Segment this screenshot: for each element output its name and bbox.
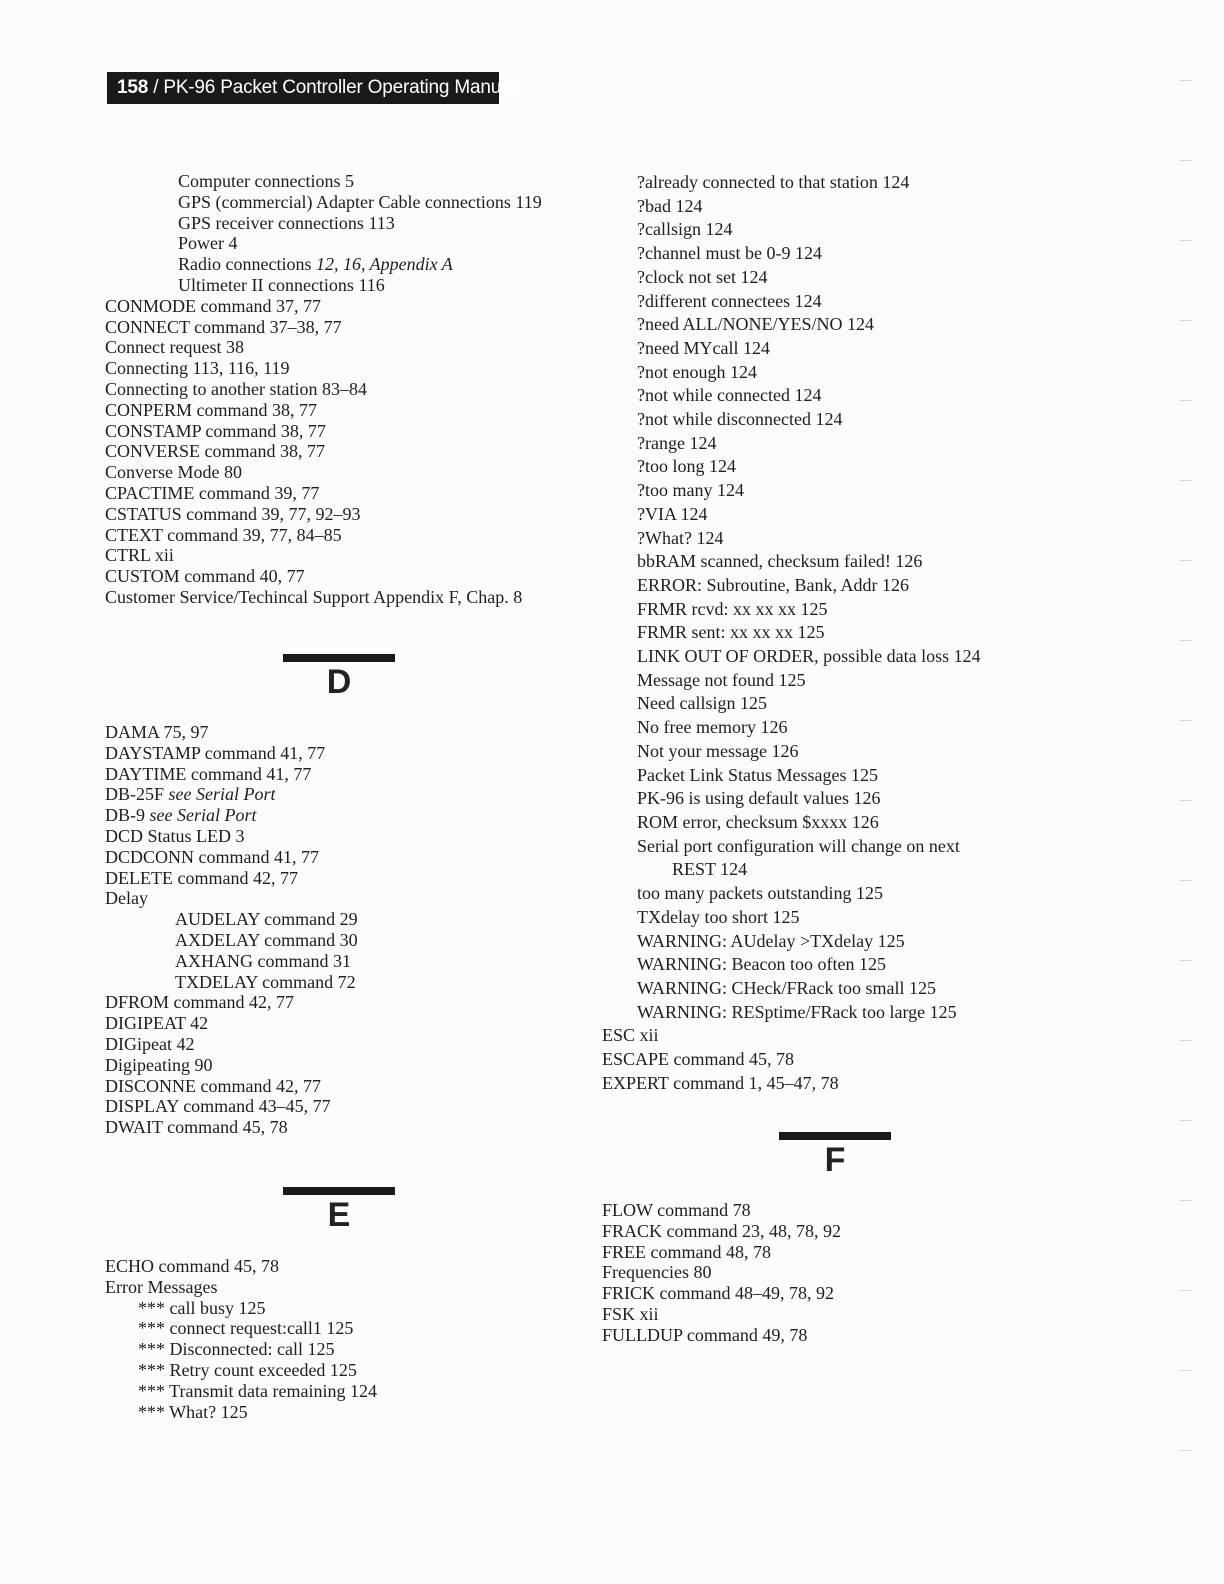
index-entry	[103, 525, 583, 546]
entry-text: *** connect request:call1 125	[138, 1318, 354, 1339]
margin-tick	[1180, 560, 1192, 561]
index-entry	[103, 1298, 583, 1319]
margin-tick	[1180, 80, 1192, 81]
entry-text: ?not enough 124	[637, 361, 757, 382]
index-entry	[103, 1277, 583, 1298]
entry-text: ROM error, checksum $xxxx 126	[637, 811, 879, 832]
entry-text: DAMA 75, 97	[105, 722, 209, 742]
section-letter: E	[327, 1196, 351, 1234]
index-entry	[103, 868, 583, 889]
margin-tick	[1180, 880, 1192, 881]
index-entry	[600, 906, 1080, 930]
entry-text: DAYTIME command 41, 77	[105, 763, 312, 784]
entry-text: Customer Service/Techincal Support Appendix F, Chap. 8	[105, 586, 523, 607]
index-right-column	[600, 171, 1080, 1095]
entry-text: EXPERT command 1, 45–47, 78	[602, 1072, 839, 1093]
section-letter: D	[326, 663, 352, 701]
margin-tick	[1180, 960, 1192, 961]
entry-text: CUSTOM command 40, 77	[105, 566, 305, 587]
section-e-entries	[103, 1256, 583, 1422]
margin-tick	[1180, 800, 1192, 801]
entry-text: AUDELAY command 29	[175, 909, 358, 930]
entry-italic-reference: 12, 16, Appendix A	[315, 254, 453, 275]
entry-text: *** What? 125	[138, 1401, 248, 1422]
index-entry	[600, 171, 1080, 195]
index-entry	[600, 503, 1080, 527]
index-entry	[103, 1360, 583, 1381]
entry-text: WARNING: AUdelay >TXdelay 125	[637, 930, 905, 951]
section-f-entries	[600, 1200, 1080, 1346]
index-entry	[103, 1381, 583, 1402]
margin-tick	[1180, 320, 1192, 321]
entry-text: ?not while disconnected 124	[637, 409, 843, 430]
entry-text: ECHO command 45, 78	[105, 1256, 279, 1276]
entry-text: DIGipeat 42	[105, 1033, 195, 1054]
entry-text: Converse Mode 80	[105, 462, 242, 483]
index-entry	[103, 930, 583, 951]
index-entry	[600, 645, 1080, 669]
entry-text: DB-9	[105, 805, 150, 826]
entry-text: DCDCONN command 41, 77	[105, 846, 319, 867]
index-entry	[600, 835, 1080, 859]
index-entry	[600, 811, 1080, 835]
index-entry	[103, 213, 583, 234]
index-entry	[103, 171, 583, 192]
index-entry	[103, 992, 583, 1013]
entry-text: ESC xii	[602, 1025, 659, 1046]
margin-tick	[1180, 1200, 1192, 1201]
section-e-heading	[283, 1187, 395, 1235]
index-entry	[600, 195, 1080, 219]
index-entry	[600, 977, 1080, 1001]
index-entry	[103, 888, 583, 909]
entry-text: WARNING: RESptime/FRack too large 125	[637, 1001, 957, 1022]
entry-text: DIGIPEAT 42	[105, 1013, 209, 1034]
entry-text: too many packets outstanding 125	[637, 883, 883, 904]
index-entry	[600, 242, 1080, 266]
index-entry	[103, 545, 583, 566]
index-entry	[103, 483, 583, 504]
entry-text: DISPLAY command 43–45, 77	[105, 1096, 331, 1117]
index-entry	[103, 254, 583, 275]
entry-text: TXDELAY command 72	[175, 971, 356, 992]
entry-text: CTRL xii	[105, 545, 174, 566]
entry-text: CONMODE command 37, 77	[105, 295, 321, 316]
entry-text: FREE command 48, 78	[602, 1241, 771, 1262]
entry-text: ESCAPE command 45, 78	[602, 1049, 794, 1070]
index-entry	[103, 805, 583, 826]
index-entry	[103, 379, 583, 400]
entry-text: CPACTIME command 39, 77	[105, 482, 320, 503]
index-entry	[103, 358, 583, 379]
index-entry	[103, 192, 583, 213]
index-entry	[103, 566, 583, 587]
index-entry	[600, 740, 1080, 764]
section-d-entries	[103, 722, 583, 1138]
entry-text: DAYSTAMP command 41, 77	[105, 742, 326, 763]
index-entry	[600, 1304, 1080, 1325]
index-entry	[600, 1262, 1080, 1283]
index-left-column	[103, 171, 583, 608]
index-entry	[103, 764, 583, 785]
index-entry	[600, 1221, 1080, 1242]
index-entry	[600, 621, 1080, 645]
entry-text: ?callsign 124	[637, 219, 733, 240]
entry-text: LINK OUT OF ORDER, possible data loss 124	[637, 646, 981, 667]
index-entry	[600, 1024, 1080, 1048]
index-entry	[600, 574, 1080, 598]
index-entry	[600, 313, 1080, 337]
index-entry	[600, 337, 1080, 361]
index-entry	[600, 1283, 1080, 1304]
entry-text: ?bad 124	[637, 195, 703, 216]
index-entry	[103, 275, 583, 296]
index-entry	[600, 930, 1080, 954]
c-entries-continued	[103, 171, 583, 608]
margin-tick	[1180, 1290, 1192, 1291]
entry-text: ERROR: Subroutine, Bank, Addr 126	[637, 574, 910, 595]
index-entry	[103, 1402, 583, 1423]
margin-tick	[1180, 640, 1192, 641]
index-entry	[103, 1096, 583, 1117]
index-entry	[103, 421, 583, 442]
index-entry	[103, 1055, 583, 1076]
index-entry	[103, 296, 583, 317]
index-entry	[600, 764, 1080, 788]
index-entry	[600, 787, 1080, 811]
margin-tick	[1180, 1040, 1192, 1041]
entry-text: CONPERM command 38, 77	[105, 399, 318, 420]
entry-text: Not your message 126	[637, 740, 799, 761]
index-entry	[103, 784, 583, 805]
index-entry	[103, 317, 583, 338]
entry-text: Packet Link Status Messages 125	[637, 764, 878, 785]
index-entry	[600, 361, 1080, 385]
index-entry	[600, 479, 1080, 503]
margin-tick	[1180, 720, 1192, 721]
margin-tick	[1180, 1450, 1192, 1451]
entry-text: FRMR sent: xx xx xx 125	[637, 622, 825, 643]
index-entry	[600, 1048, 1080, 1072]
entry-text: WARNING: Beacon too often 125	[637, 954, 886, 975]
index-entry	[103, 504, 583, 525]
index-entry	[103, 1339, 583, 1360]
entry-text: Connecting to another station 83–84	[105, 378, 367, 399]
entry-text: FLOW command 78	[602, 1200, 751, 1220]
entry-text: ?need MYcall 124	[637, 337, 770, 358]
entry-text: ?different connectees 124	[637, 290, 822, 311]
entry-text: *** Transmit data remaining 124	[138, 1380, 377, 1401]
entry-text: CONSTAMP command 38, 77	[105, 420, 326, 441]
entry-italic-reference: see Serial Port	[149, 805, 257, 826]
index-entry	[600, 669, 1080, 693]
index-entry	[103, 462, 583, 483]
entry-text: FRACK command 23, 48, 78, 92	[602, 1220, 842, 1241]
entry-text: ?too many 124	[637, 480, 744, 501]
running-header	[107, 72, 516, 104]
index-entry	[600, 218, 1080, 242]
entry-text: DFROM command 42, 77	[105, 992, 294, 1013]
section-f-heading	[779, 1132, 891, 1180]
margin-tick	[1180, 160, 1192, 161]
index-entry	[600, 455, 1080, 479]
entry-text: FULLDUP command 49, 78	[602, 1324, 808, 1345]
entry-text: *** Retry count exceeded 125	[138, 1359, 357, 1380]
section-rule	[779, 1132, 891, 1140]
entry-text: AXDELAY command 30	[175, 929, 358, 950]
index-entry	[600, 527, 1080, 551]
page-number: 158	[117, 77, 149, 98]
entry-text: Frequencies 80	[602, 1262, 712, 1283]
index-entry	[600, 858, 1080, 882]
margin-tick	[1180, 240, 1192, 241]
index-entry	[103, 1256, 583, 1277]
entry-text: Radio connections	[178, 254, 316, 275]
index-entry	[103, 722, 583, 743]
index-entry	[103, 233, 583, 254]
index-entry	[103, 909, 583, 930]
entry-text: PK-96 is using default values 126	[637, 788, 881, 809]
entry-text: CONNECT command 37–38, 77	[105, 316, 342, 337]
index-entry	[103, 743, 583, 764]
index-entry	[600, 432, 1080, 456]
index-entry	[103, 1076, 583, 1097]
margin-tick	[1180, 480, 1192, 481]
entry-text: *** Disconnected: call 125	[138, 1339, 335, 1360]
index-entry	[103, 951, 583, 972]
entry-text: No free memory 126	[637, 717, 788, 738]
entry-text: ?need ALL/NONE/YES/NO 124	[637, 314, 874, 335]
entry-text: Digipeating 90	[105, 1054, 213, 1075]
index-entry	[600, 266, 1080, 290]
index-entry	[600, 384, 1080, 408]
error-messages-continued	[600, 171, 1080, 1095]
entry-text: FSK xii	[602, 1303, 659, 1324]
index-entry	[103, 400, 583, 421]
entry-text: Computer connections 5	[178, 171, 354, 191]
entry-text: GPS receiver connections 113	[178, 212, 395, 233]
entry-text: ?not while connected 124	[637, 385, 822, 406]
entry-text: Error Messages	[105, 1276, 218, 1297]
entry-text: CSTATUS command 39, 77, 92–93	[105, 503, 361, 524]
entry-text: ?already connected to that station 124	[637, 172, 910, 192]
entry-text: Serial port configuration will change on next	[637, 835, 960, 856]
index-entry	[600, 408, 1080, 432]
section-d-heading	[283, 654, 395, 702]
index-entry	[103, 826, 583, 847]
index-entry	[600, 1242, 1080, 1263]
entry-text: ?channel must be 0-9 124	[637, 243, 822, 264]
entry-text: Power 4	[178, 233, 238, 254]
entry-text: ?What? 124	[637, 527, 724, 548]
index-entry	[103, 587, 583, 608]
entry-text: bbRAM scanned, checksum failed! 126	[637, 551, 923, 572]
index-entry	[600, 692, 1080, 716]
entry-text: CTEXT command 39, 77, 84–85	[105, 524, 342, 545]
entry-text: CONVERSE command 38, 77	[105, 441, 325, 462]
entry-text: WARNING: CHeck/FRack too small 125	[637, 977, 936, 998]
margin-tick	[1180, 1120, 1192, 1121]
index-entry	[103, 1034, 583, 1055]
index-entry	[600, 1072, 1080, 1096]
index-entry	[600, 290, 1080, 314]
margin-tick	[1180, 400, 1192, 401]
index-entry	[600, 1325, 1080, 1346]
entry-text: DELETE command 42, 77	[105, 867, 298, 888]
entry-text: Connecting 113, 116, 119	[105, 358, 290, 379]
entry-text: FRICK command 48–49, 78, 92	[602, 1283, 834, 1304]
index-entry	[600, 953, 1080, 977]
entry-text: ?VIA 124	[637, 503, 708, 524]
index-entry	[600, 716, 1080, 740]
index-entry	[600, 882, 1080, 906]
entry-text: FRMR rcvd: xx xx xx 125	[637, 598, 828, 619]
entry-text: REST 124	[672, 859, 748, 880]
entry-text: *** call busy 125	[138, 1297, 266, 1318]
entry-text: ?too long 124	[637, 456, 736, 477]
entry-text: Connect request 38	[105, 337, 244, 358]
index-entry	[103, 847, 583, 868]
entry-text: DCD Status LED 3	[105, 825, 245, 846]
index-entry	[103, 1318, 583, 1339]
entry-text: AXHANG command 31	[175, 950, 351, 971]
section-letter: F	[824, 1141, 846, 1179]
entry-text: Delay	[105, 888, 148, 909]
index-entry	[103, 337, 583, 358]
section-rule	[283, 1187, 395, 1195]
section-rule	[283, 654, 395, 662]
entry-italic-reference: see Serial Port	[168, 784, 276, 805]
entry-text: DISCONNE command 42, 77	[105, 1075, 321, 1096]
index-entry	[103, 441, 583, 462]
manual-title: / PK-96 Packet Controller Operating Manual	[153, 77, 516, 98]
entry-text: Message not found 125	[637, 669, 806, 690]
index-entry	[600, 1001, 1080, 1025]
margin-tick	[1180, 1370, 1192, 1371]
entry-text: DWAIT command 45, 78	[105, 1117, 288, 1138]
entry-text: TXdelay too short 125	[637, 906, 800, 927]
index-entry	[103, 972, 583, 993]
index-entry	[103, 1117, 583, 1138]
entry-text: Ultimeter II connections 116	[178, 274, 385, 295]
index-entry	[103, 1013, 583, 1034]
entry-text: Need callsign 125	[637, 693, 767, 714]
index-entry	[600, 1200, 1080, 1221]
entry-text: ?clock not set 124	[637, 266, 768, 287]
index-entry	[600, 550, 1080, 574]
entry-text: DB-25F	[105, 784, 169, 805]
index-entry	[600, 598, 1080, 622]
entry-text: ?range 124	[637, 432, 717, 453]
entry-text: GPS (commercial) Adapter Cable connections 119	[178, 191, 542, 212]
